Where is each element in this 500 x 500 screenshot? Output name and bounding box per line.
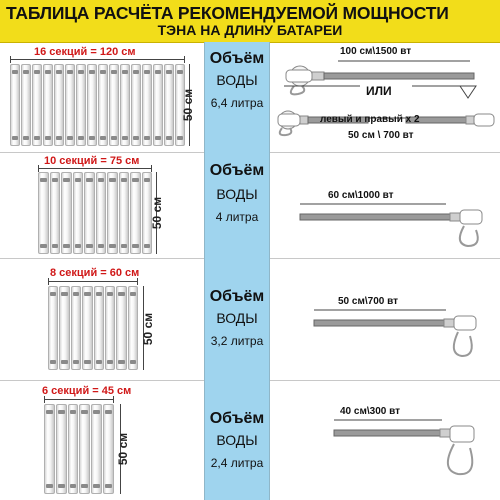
volume-title: Объём [209,288,265,305]
width-dimension [38,168,152,169]
volume-title: Объём [209,410,265,427]
heater-label: 40 см\300 вт [340,406,401,417]
heater-element-40cm [330,418,486,484]
heater-label: 100 см\1500 вт [340,46,412,57]
radiator-10-sections [38,172,152,254]
volume-amount: 2,4 литра [210,456,264,470]
volume-amount: 3,2 литра [210,334,264,348]
radiator-cell [0,380,204,500]
volume-title: Объём [209,162,265,179]
volume-cell [204,152,270,258]
radiator-cell [0,152,204,258]
width-dimension [48,281,138,282]
sections-label: 8 секций = 60 см [50,267,140,279]
heater-cell [270,258,500,380]
radiator-16-sections [10,64,185,146]
volume-title: Объём [209,50,265,67]
volume-cell [204,380,270,500]
width-dimension [10,59,185,60]
heater-cell [270,380,500,500]
heater-label: 50 см\700 вт [338,296,399,307]
volume-amount: 6,4 литра [210,96,264,110]
or-label: ИЛИ [366,84,392,98]
title-line-1: ТАБЛИЦА РАСЧЁТА РЕКОМЕНДУЕМОЙ МОЩНОСТИ [6,3,449,23]
radiator-cell [0,258,204,380]
radiator-8-sections [48,286,138,370]
volume-cell [204,258,270,380]
volume-word: ВОДЫ [216,72,258,88]
radiator-6-sections [44,404,114,494]
heater-element-60cm [296,202,486,254]
row-8-sections [0,258,500,381]
heater-cell [270,42,500,152]
volume-word: ВОДЫ [216,432,258,448]
alt-heater-label-2: 50 см \ 700 вт [348,130,414,141]
volume-word: ВОДЫ [216,186,258,202]
row-10-sections [0,152,500,259]
sections-label: 6 секций = 45 см [42,385,132,397]
radiator-cell [0,42,204,152]
width-dimension [44,399,114,400]
sections-label: 10 секций = 75 см [44,155,140,167]
volume-word: ВОДЫ [216,310,258,326]
row-16-sections [0,42,500,153]
header-banner [0,0,500,43]
heater-element-50cm [310,308,486,364]
heater-label: 60 см\1000 вт [328,190,394,201]
heater-cell [270,152,500,258]
height-label: 50 см [116,432,131,466]
volume-amount: 4 литра [215,210,259,224]
height-label: 50 см [181,88,196,122]
alt-heater-label-1: левый и правый х 2 [320,114,420,125]
height-label: 50 см [141,312,156,346]
sections-label: 16 секций = 120 см [34,46,136,58]
title-line-2: ТЭНА НА ДЛИНУ БАТАРЕИ [157,22,343,38]
height-label: 50 см [150,196,165,230]
volume-cell [204,42,270,152]
row-6-sections [0,380,500,500]
